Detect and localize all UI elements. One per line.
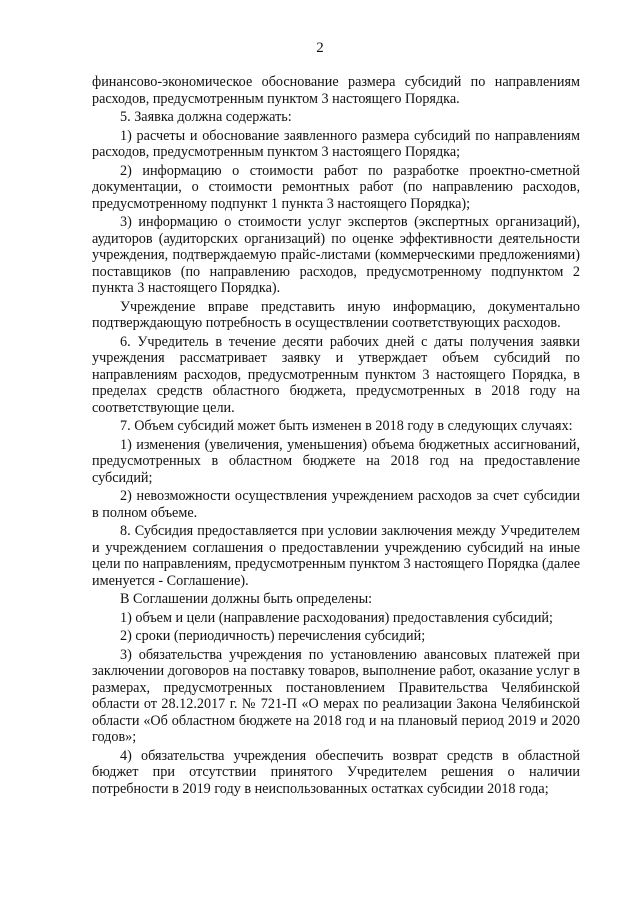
- paragraph: 1) расчеты и обоснование заявленного размера субсидий по направлениям расходов, предусмотренным пунктом 3 настоящего Порядка;: [92, 127, 580, 160]
- paragraph: 2) сроки (периодичность) перечисления субсидий;: [120, 628, 426, 644]
- paragraph: 7. Объем субсидий может быть изменен в 2018 году в следующих случаях:: [120, 418, 573, 434]
- paragraph: 4) обязательства учреждения обеспечить возврат средств в областной бюджет при отсутствии принятого Учредителем решения о наличии потребности в 2019 году в неиспользованных остатках субсидии 2018 года;: [92, 747, 580, 797]
- paragraph: 2) информацию о стоимости работ по разработке проектно-сметной документации, о стоимости ремонтных работ (по направлению расходов, предусмотренному подпункт 1 пункта 3 настоящего Порядка);: [92, 162, 580, 212]
- page-number: 2: [316, 40, 324, 56]
- paragraph: 6. Учредитель в течение десяти рабочих дней с даты получения заявки учреждения рассматривает заявку и утверждает объем субсидий по направлениям расходов, предусмотренным пунктом 3 настоящего Порядка, в пределах средств областного бюджета, предусмотренных в 2018 году на соответствующие цели.: [92, 333, 580, 416]
- paragraph: 5. Заявка должна содержать:: [120, 109, 292, 125]
- paragraph: Учреждение вправе представить иную информацию, документально подтверждающую потребность в осуществлении соответствующих расходов.: [92, 298, 580, 331]
- paragraph: 8. Субсидия предоставляется при условии заключения между Учредителем и учреждением соглашения о предоставлении учреждению субсидий на иные цели по направлениям, предусмотренным пунктом 3 настоящего Порядка (далее именуется - Соглашение).: [92, 523, 580, 589]
- paragraph: финансово-экономическое обоснование размера субсидий по направлениям расходов, предусмотренным пунктом 3 настоящего Порядка.: [92, 74, 580, 107]
- paragraph: 1) объем и цели (направление расходования) предоставления субсидий;: [120, 609, 553, 626]
- paragraph: В Соглашении должны быть определены:: [120, 591, 373, 607]
- paragraph: 2) невозможности осуществления учреждением расходов за счет субсидии в полном объеме.: [92, 488, 580, 521]
- document-body: [92, 74, 580, 797]
- paragraph: 3) информацию о стоимости услуг экспертов (экспертных организаций), аудиторов (аудиторских организаций) по оценке эффективности деятельности учреждения, подтверждаемую прайс-листами (коммерческими предложениями) поставщиков (по направлению расходов, предусмотренному подпунктом 2 пункта 3 настоящего Порядка).: [92, 214, 580, 296]
- paragraph: 3) обязательства учреждения по установлению авансовых платежей при заключении договоров на поставку товаров, выполнение работ, оказание услуг в размерах, предусмотренных постановлением Правительства Челябинской области от 28.12.2017 г. № 721-П «О мерах по реализации Закона Челябинской области «Об областном бюджете на 2018 год и на плановый период 2019 и 2020 годов»;: [92, 646, 580, 745]
- paragraph: 1) изменения (увеличения, уменьшения) объема бюджетных ассигнований, предусмотренных в областном бюджете на 2018 год на предоставление субсидий;: [92, 436, 580, 486]
